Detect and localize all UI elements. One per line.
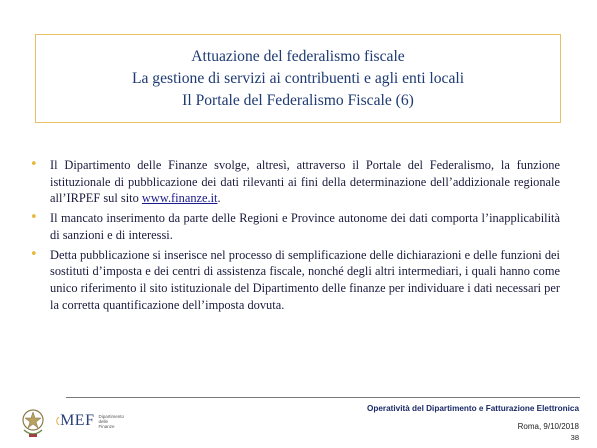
slide-title-box <box>35 34 561 123</box>
bullet-1-end: . <box>217 191 221 206</box>
bullet-item-1 <box>30 157 560 207</box>
republic-emblem-icon <box>20 406 46 440</box>
footer-date: Roma, 9/10/2018 <box>517 422 579 431</box>
title-line-2: La gestione di servizi ai contribuenti e agli enti locali <box>131 69 465 87</box>
finanze-link[interactable]: www.finanze.it <box>141 191 218 206</box>
bullet-dot-icon: • <box>30 157 38 172</box>
mef-logo-sub <box>98 414 124 429</box>
bullet-dot-icon: • <box>30 246 38 262</box>
mef-logo <box>54 408 124 434</box>
title-line-1: Attuazione del federalismo fiscale <box>191 47 405 65</box>
footer-divider <box>66 397 580 398</box>
title-line-3: Il Portale del Federalismo Fiscale (6) <box>182 91 414 109</box>
bullet-3-text: Detta pubblicazione si inserisce nel processo di semplificazione delle dichiarazioni e delle funzioni dei sostituti d’imposta e dei centri di assistenza fiscale, nonché degli altri intermediari, i quali hanno come unico riferimento il sito istituzionale del Dipartimento delle finanze per individuare i dati necessari per la corretta quantificazione dell’imposta dovuta. <box>50 247 560 312</box>
page-number: 38 <box>570 433 579 442</box>
mef-logo-text: MEF <box>60 412 95 429</box>
bullet-1-text: Il Dipartimento delle Finanze svolge, altresì, attraverso il Portale del Federalismo, la funzione istituzionale di pubblicazione dei dati rilevanti ai fini della determinazione dell’addizionale regionale all’IRPEF sul sito <box>50 158 560 206</box>
bullet-dot-icon: • <box>30 210 38 226</box>
mef-sub-line-2: delle Finanze <box>98 418 115 429</box>
bullet-item-3 <box>30 247 560 314</box>
footer-title: Operatività del Dipartimento e Fatturazione Elettronica <box>366 404 579 413</box>
mef-sub-line-1: Dipartimento <box>98 413 124 419</box>
bullet-list <box>30 157 560 316</box>
bullet-item-2 <box>30 210 560 243</box>
bullet-2-text: Il mancato inserimento da parte delle Regioni e Province autonome dei dati comporta l’inapplicabilità di sanzioni e di interessi. <box>50 211 560 242</box>
